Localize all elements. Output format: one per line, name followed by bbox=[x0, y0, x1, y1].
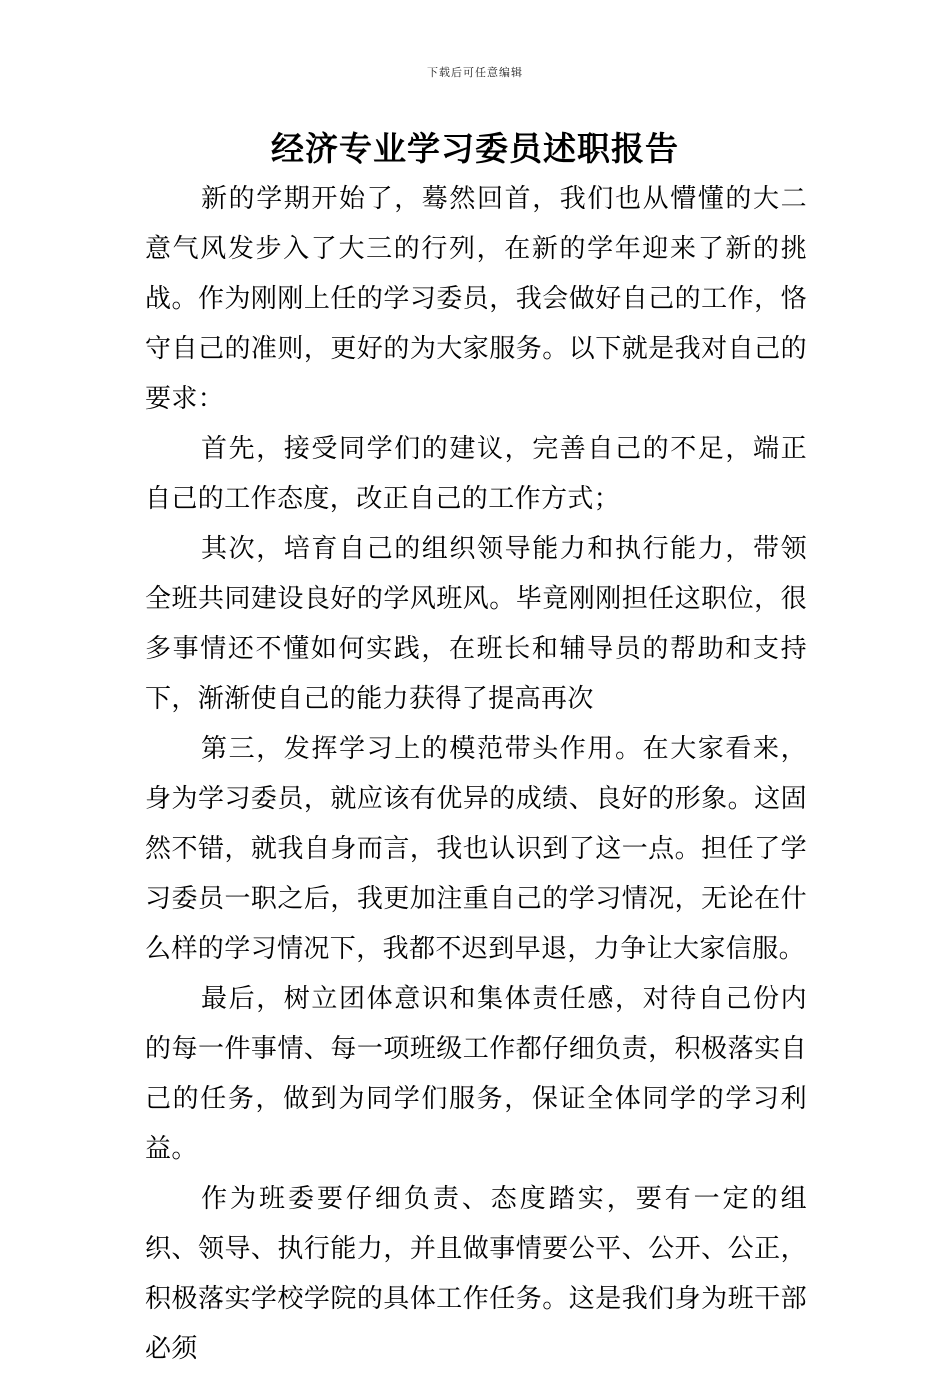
paragraph-6: 作为班委要仔细负责、态度踏实，要有一定的组织、领导、执行能力，并且做事情要公平、公开、公正，积极落实学校学院的具体工作任务。这是我们身为班干部必须 bbox=[145, 1184, 807, 1364]
paragraph-3: 其次，培育自己的组织领导能力和执行能力，带领全班共同建设良好的学风班风。毕竟刚刚担任这职位，很多事情还不懂如何实践，在班长和辅导员的帮助和支持下，渐渐使自己的能力获得了提高再次 bbox=[145, 534, 807, 714]
paragraph-4: 第三，发挥学习上的模范带头作用。在大家看来，身为学习委员，就应该有优异的成绩、良好的形象。这固然不错，就我自身而言，我也认识到了这一点。担任了学习委员一职之后，我更加注重自己的学习情况，无论在什么样的学习情况下，我都不迟到早退，力争让大家信服。 bbox=[145, 734, 807, 964]
header-note: 下载后可任意编辑 bbox=[427, 66, 523, 79]
document-body bbox=[145, 174, 807, 1374]
paragraph-5: 最后，树立团体意识和集体责任感，对待自己份内的每一件事情、每一项班级工作都仔细负责，积极落实自己的任务，做到为同学们服务，保证全体同学的学习利益。 bbox=[145, 984, 807, 1164]
document-title: 经济专业学习委员述职报告 bbox=[271, 129, 679, 168]
paragraph-1: 新的学期开始了，蓦然回首，我们也从懵懂的大二意气风发步入了大三的行列，在新的学年迎来了新的挑战。作为刚刚上任的学习委员，我会做好自己的工作，恪守自己的准则，更好的为大家服务。以下就是我对自己的要求： bbox=[145, 184, 807, 414]
paragraph-2: 首先，接受同学们的建议，完善自己的不足，端正自己的工作态度，改正自己的工作方式； bbox=[145, 434, 807, 514]
